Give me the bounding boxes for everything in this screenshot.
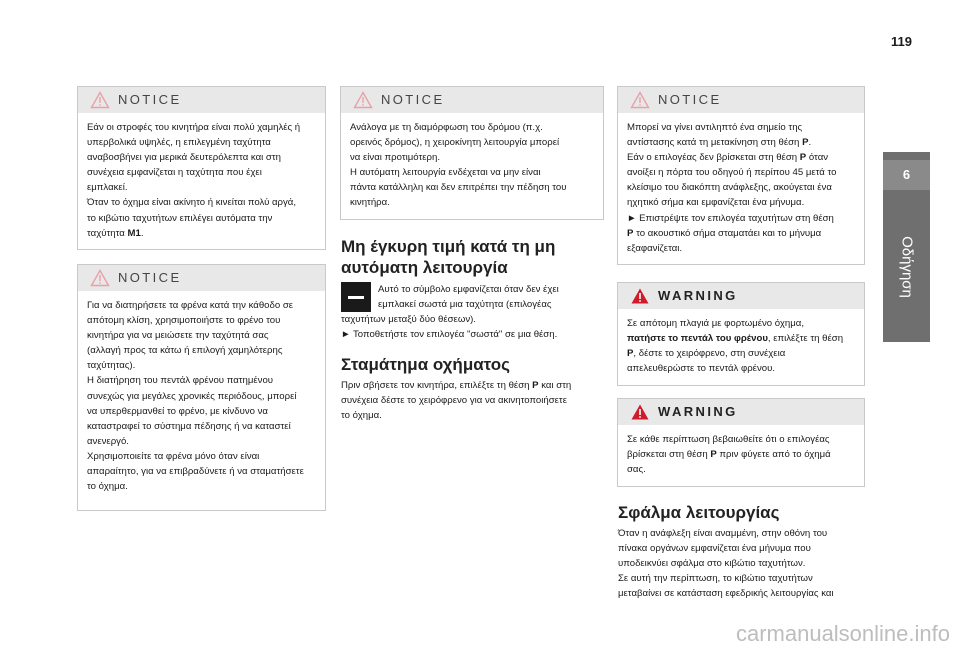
invalid-value-text bbox=[341, 312, 557, 342]
warning-triangle-icon bbox=[353, 91, 373, 109]
section-title-stopping: Σταμάτημα οχήματος bbox=[341, 355, 511, 374]
text-span: , δέστε το χειρόφρενο, στη συνέχεια bbox=[633, 348, 786, 360]
warning-triangle-icon bbox=[630, 91, 650, 109]
text-line: συνεχώς για μεγάλες χρονικές περιόδους, μπορεί bbox=[87, 390, 297, 402]
gear-m1: M1 bbox=[127, 227, 141, 239]
text-line: Σε απότομη πλαγιά με φορτωμένο όχημα, bbox=[627, 318, 804, 329]
text-line: εμπλακεί σωστά μια ταχύτητα (επιλογέας bbox=[378, 299, 552, 311]
invalid-gear-minus-icon bbox=[341, 282, 371, 312]
text-line bbox=[627, 346, 856, 361]
text-span: Πριν σβήσετε τον κινητήρα, επιλέξτε τη θέση bbox=[341, 380, 533, 391]
text-span: όταν bbox=[806, 152, 829, 164]
warning-text bbox=[618, 309, 864, 376]
gear-p: P bbox=[627, 227, 634, 239]
warning-box-slope bbox=[617, 282, 865, 386]
title-line: Μη έγκυρη τιμή κατά τη μη bbox=[341, 237, 556, 256]
text-line: αναβοσβήνει για μερικά δευτερόλεπτα και στη bbox=[87, 152, 281, 164]
chapter-number: 6 bbox=[883, 160, 930, 190]
warning-header bbox=[618, 283, 864, 309]
watermark: carmanualsonline.info bbox=[735, 621, 950, 646]
text-line: Εάν οι στροφές του κινητήρα είναι πολύ χαμηλές ή bbox=[87, 122, 301, 133]
text-line: Σε κάθε περίπτωση βεβαιωθείτε ότι ο επιλογέας bbox=[627, 434, 830, 445]
text-span: αντίστασης κατά τη μετακίνηση στη θέση bbox=[627, 137, 803, 149]
section-title-malfunction: Σφάλμα λειτουργίας bbox=[618, 503, 780, 522]
text-line: ταχύτητας). bbox=[87, 360, 136, 372]
text-line: πίνακα οργάνων εμφανίζεται ένα μήνυμα που bbox=[618, 543, 811, 555]
text-line: το κιβώτιο ταχυτήτων επιλέγει αυτόματα την bbox=[87, 212, 273, 224]
chapter-label bbox=[889, 212, 925, 322]
malfunction-text bbox=[618, 526, 834, 601]
gear-p: P bbox=[532, 380, 539, 391]
text-span: , επιλέξτε τη θέση bbox=[767, 333, 844, 345]
text-line: συνέχεια εμφανίζεται η ταχύτητα που έχει bbox=[87, 167, 262, 179]
page-number: 119 bbox=[891, 34, 912, 49]
text-line: (αλλαγή προς τα κάτω ή επιλογή χαμηλότερης bbox=[87, 345, 283, 357]
text-line: Όταν η ανάφλεξη είναι αναμμένη, στην οθόνη του bbox=[618, 528, 828, 539]
notice-box-road-mode bbox=[340, 86, 604, 220]
invalid-value-text-indented bbox=[378, 282, 559, 312]
text-line bbox=[627, 150, 856, 165]
text-line bbox=[341, 378, 571, 393]
text-line: εμπλακεί. bbox=[87, 182, 128, 194]
text-line bbox=[627, 447, 856, 462]
warning-text bbox=[618, 425, 864, 477]
text-line: Ανάλογα με τη διαμόρφωση του δρόμου (π.χ. bbox=[350, 122, 543, 133]
warning-title: WARNING bbox=[658, 404, 738, 419]
text-span: το ακουστικό σήμα σταματάει και το μήνυμα bbox=[633, 227, 822, 239]
text-line: ανενεργό. bbox=[87, 435, 129, 447]
warning-box-leave-vehicle bbox=[617, 398, 865, 487]
text-span: . bbox=[808, 137, 812, 149]
gear-p: P bbox=[799, 152, 807, 164]
text-line: Η διατήρηση του πεντάλ φρένου πατημένου bbox=[87, 375, 274, 387]
notice-title: NOTICE bbox=[381, 92, 445, 107]
notice-text bbox=[341, 113, 603, 211]
text-line bbox=[627, 226, 856, 241]
stopping-text bbox=[341, 378, 571, 423]
text-line: Μπορεί να γίνει αντιληπτό ένα σημείο της bbox=[627, 122, 803, 133]
text-line: εξαφανίζεται. bbox=[627, 242, 683, 254]
title-line: αυτόματη λειτουργία bbox=[341, 258, 508, 277]
text-line: καταστραφεί το σύστημα πέδησης ή να καταστεί bbox=[87, 420, 291, 432]
text-span: πριν φύγετε από το όχημά bbox=[716, 449, 831, 461]
text-line: απαραίτητο, για να επιβραδύνετε ή να σταματήσετε bbox=[87, 466, 304, 478]
warning-triangle-icon bbox=[630, 403, 650, 421]
warning-title: WARNING bbox=[658, 288, 738, 303]
notice-header bbox=[78, 87, 325, 113]
text-line: μεταβαίνει σε κατάσταση εφεδρικής λειτουργίας και bbox=[618, 588, 834, 600]
notice-box-park-position bbox=[617, 86, 865, 265]
text-line: απελευθερώστε το πεντάλ φρένου. bbox=[627, 363, 775, 375]
text-line: να υπερθερμανθεί το φρένο, με κίνδυνο να bbox=[87, 405, 268, 417]
text-line: να είναι προτιμότερη. bbox=[350, 152, 441, 164]
text-line: Όταν το όχημα είναι ακίνητο ή κινείται πολύ αργά, bbox=[87, 197, 297, 209]
text-line: ► Τοποθετήστε τον επιλογέα "σωστά" σε μια θέση. bbox=[341, 329, 558, 341]
notice-header bbox=[78, 265, 325, 291]
warning-header bbox=[618, 399, 864, 425]
warning-triangle-icon bbox=[90, 91, 110, 109]
text-line: ορεινός δρόμος), η χειροκίνητη λειτουργία μπορεί bbox=[350, 137, 560, 149]
text-line bbox=[627, 135, 856, 150]
text-line: ανοίξει η πόρτα του οδηγού ή περίπου 45 μετά το bbox=[627, 167, 837, 179]
text-line: κλείσιμο του διακόπτη ανάφλεξης, ακούγεται ένα bbox=[627, 182, 832, 194]
text-line: συνέχεια δέστε το χειρόφρενο για να ακινητοποιήσετε bbox=[341, 395, 567, 407]
text-line bbox=[87, 226, 317, 241]
notice-header bbox=[341, 87, 603, 113]
text-line: Η αυτόματη λειτουργία ενδέχεται να μην είναι bbox=[350, 167, 541, 179]
text-line: Χρησιμοποιείτε τα φρένα μόνο όταν είναι bbox=[87, 450, 260, 462]
text-span: Εάν ο επιλογέας δεν βρίσκεται στη θέση bbox=[627, 152, 800, 164]
text-line: κινητήρα για να μειώσετε την ταχύτητά σας bbox=[87, 330, 269, 342]
text-line: το όχημα. bbox=[341, 410, 382, 422]
notice-title: NOTICE bbox=[658, 92, 722, 107]
warning-triangle-icon bbox=[90, 269, 110, 287]
text-line bbox=[627, 331, 856, 346]
chapter-label-text: Οδήγηση bbox=[898, 236, 916, 298]
text-line: ταχυτήτων μεταξύ δύο θέσεων). bbox=[341, 314, 476, 325]
text-line: υποδεικνύει σφάλμα στο κιβώτιο ταχυτήτων. bbox=[618, 558, 806, 570]
notice-title: NOTICE bbox=[118, 270, 182, 285]
text-span: ταχύτητα bbox=[87, 227, 128, 239]
section-title-invalid-value bbox=[341, 236, 555, 278]
notice-box-gear-display bbox=[77, 86, 326, 250]
text-span: βρίσκεται στη θέση bbox=[627, 449, 711, 461]
text-line: Για να διατηρήσετε τα φρένα κατά την κάθοδο σε bbox=[87, 300, 294, 311]
notice-text bbox=[78, 291, 325, 494]
text-line: το όχημα. bbox=[87, 481, 128, 493]
press-brake-emphasis: πατήστε το πεντάλ του φρένου bbox=[627, 333, 768, 345]
notice-text bbox=[78, 113, 325, 241]
gear-p: P bbox=[710, 449, 717, 461]
gear-p: P bbox=[627, 348, 634, 360]
text-line: πάντα κατάλληλη και δεν επιτρέπει την πέδηση του bbox=[350, 182, 567, 194]
text-line: σας. bbox=[627, 464, 646, 476]
notice-text bbox=[618, 113, 864, 256]
text-line: κινητήρα. bbox=[350, 197, 390, 209]
text-line: απότομη κλίση, χρησιμοποιήστε το φρένο του bbox=[87, 315, 281, 327]
text-span: και στη bbox=[538, 380, 572, 391]
text-span: . bbox=[140, 227, 144, 239]
text-line: Σε αυτή την περίπτωση, το κιβώτιο ταχυτήτων bbox=[618, 573, 813, 585]
notice-header bbox=[618, 87, 864, 113]
notice-box-braking bbox=[77, 264, 326, 511]
text-line: Αυτό το σύμβολο εμφανίζεται όταν δεν έχει bbox=[378, 284, 559, 295]
warning-triangle-icon bbox=[630, 287, 650, 305]
text-line: ► Επιστρέψτε τον επιλογέα ταχυτήτων στη θέση bbox=[627, 212, 834, 224]
text-line: ηχητικό σήμα και εμφανίζεται ένα μήνυμα. bbox=[627, 197, 805, 209]
text-line: υπερβολικά υψηλές, η επιλεγμένη ταχύτητα bbox=[87, 137, 271, 149]
notice-title: NOTICE bbox=[118, 92, 182, 107]
gear-p: P bbox=[802, 137, 809, 149]
